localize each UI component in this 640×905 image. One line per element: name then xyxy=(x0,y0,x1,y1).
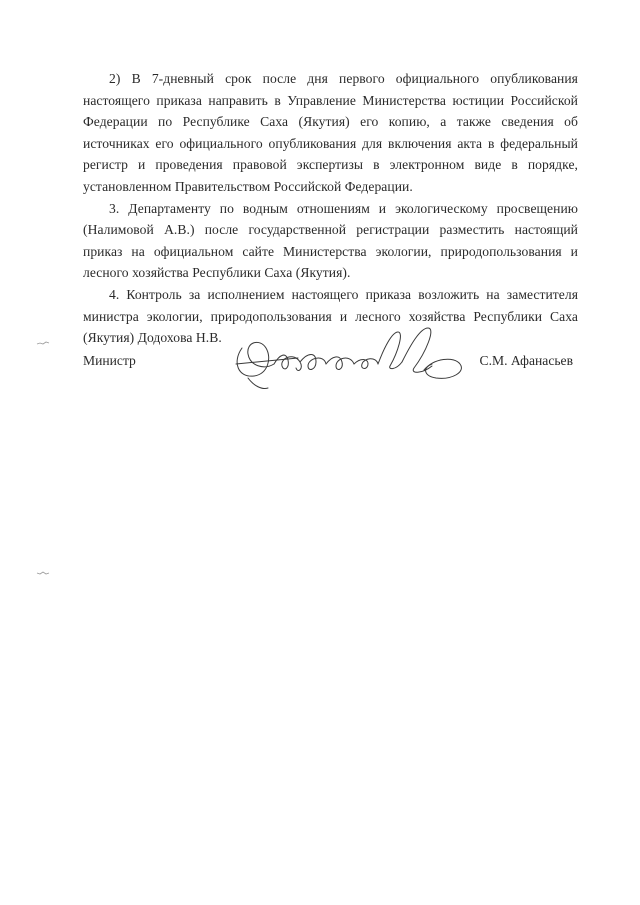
paragraph-item-4: 4. Контроль за исполнением настоящего приказа возложить на заместителя министра экологии, природопользования и лесного хозяйства Республики Саха (Якутия) Додохова Н.В. xyxy=(83,286,578,346)
document-body xyxy=(83,68,578,349)
signer-title: Министр xyxy=(83,353,136,368)
signer-name: С.М. Афанасьев xyxy=(479,353,573,368)
paragraph-item-2: 2) В 7-дневный срок после дня первого официального опубликования настоящего приказа направить в Управление Министерства юстиции Российской Федерации по Республике Саха (Якутия) его копию, а также сведения об источниках его официального опубликования для включения акта в федеральный регистр и проведения правовой экспертизы в электронном виде в порядке, установленном Правительством Российской Федерации. xyxy=(83,71,578,194)
scan-artifact xyxy=(36,340,50,346)
paragraph-item-3: 3. Департаменту по водным отношениям и экологическому просвещению (Налимовой А.В.) после государственной регистрации разместить настоящий приказ на официальном сайте Министерства экологии, природопользования и лесного хозяйства Республики Саха (Якутия). xyxy=(83,200,578,281)
handwritten-signature xyxy=(228,318,468,398)
scan-artifact xyxy=(36,570,50,576)
